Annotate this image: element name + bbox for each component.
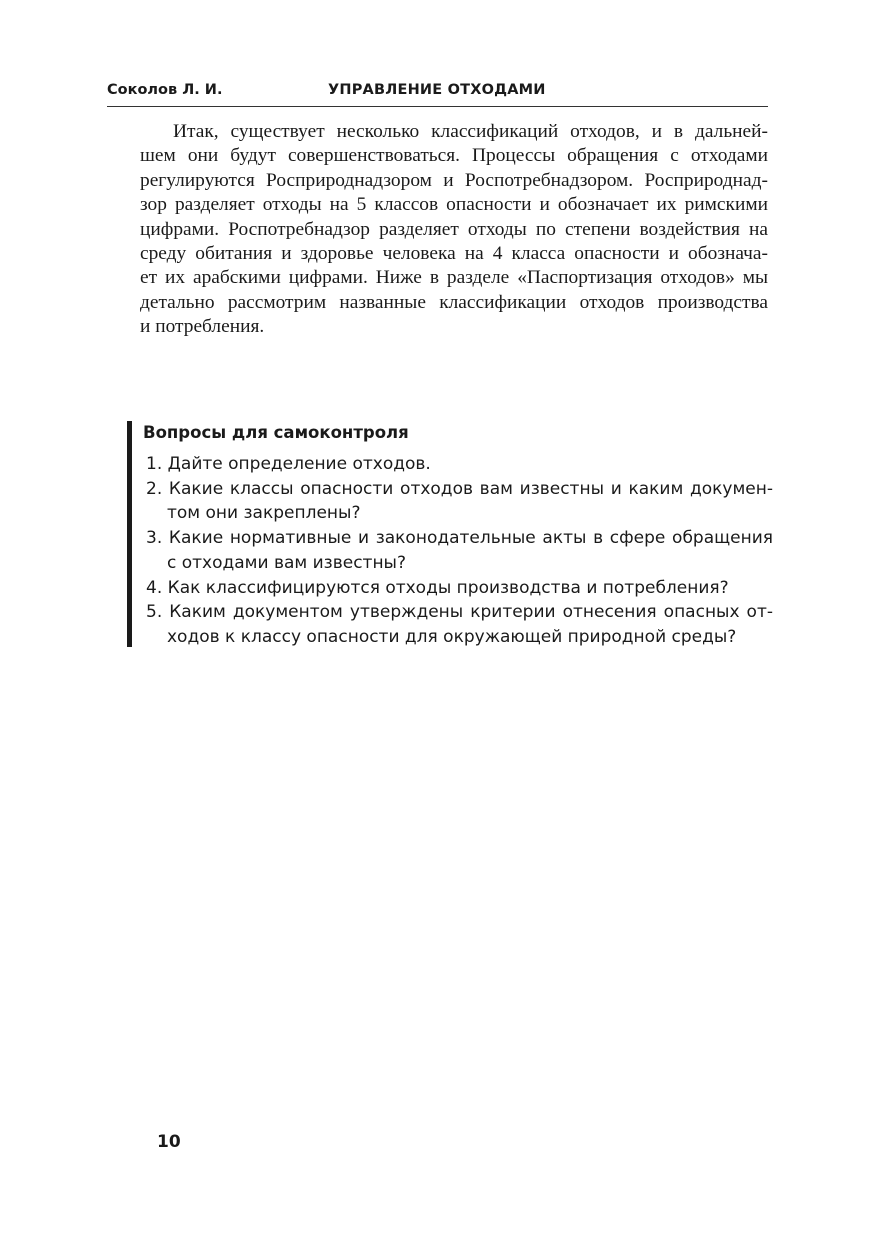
questions-list [146, 452, 773, 650]
paragraph-line: цифрами. Роспотребнадзор разделяет отходы по степени воздействия на [140, 218, 768, 240]
self-check-questions-box [127, 421, 777, 647]
paragraph-line: Итак, существует несколько классификаций отходов, и в дальней- [173, 121, 768, 142]
header-author: Соколов Л. И. [107, 82, 223, 98]
question-text-continued: том они закреплены? [167, 503, 361, 524]
question-item [146, 600, 773, 649]
header-title: УПРАВЛЕНИЕ ОТХОДАМИ [328, 82, 546, 98]
paragraph-line: среду обитания и здоровье человека на 4 класса опасности и обознача- [140, 243, 768, 265]
main-paragraph [107, 120, 768, 340]
paragraph-line: и потребления. [140, 316, 265, 338]
question-item [146, 452, 773, 477]
question-text: 4. Как классифицируются отходы производства и потребления? [146, 577, 729, 598]
question-item [146, 526, 773, 575]
question-text: 5. Каким документом утверждены критерии отнесения опасных от- [146, 602, 773, 623]
question-text-continued: ходов к классу опасности для окружающей природной среды? [167, 626, 737, 647]
page-number: 10 [157, 1132, 181, 1152]
question-text: 1. Дайте определение отходов. [146, 454, 431, 474]
question-item [146, 576, 773, 601]
paragraph-line: шем они будут совершенствоваться. Процессы обращения с отходами [140, 145, 768, 167]
question-text-continued: с отходами вам известны? [167, 552, 407, 573]
paragraph-line: детально рассмотрим названные классификации отходов производства [140, 291, 768, 313]
question-item [146, 477, 773, 526]
paragraph-line: ет их арабскими цифрами. Ниже в разделе «Паспортизация отходов» мы [140, 267, 768, 289]
paragraph-line: зор разделяет отходы на 5 классов опасности и обозначает их римскими [140, 194, 768, 216]
questions-title: Вопросы для самоконтроля [143, 423, 409, 442]
question-text: 2. Какие классы опасности отходов вам известны и каким докумен- [146, 478, 773, 499]
question-text: 3. Какие нормативные и законодательные акты в сфере обращения [146, 528, 773, 549]
running-header [107, 80, 768, 107]
paragraph-line: регулируются Росприроднадзором и Роспотребнадзором. Росприроднад- [140, 169, 768, 191]
